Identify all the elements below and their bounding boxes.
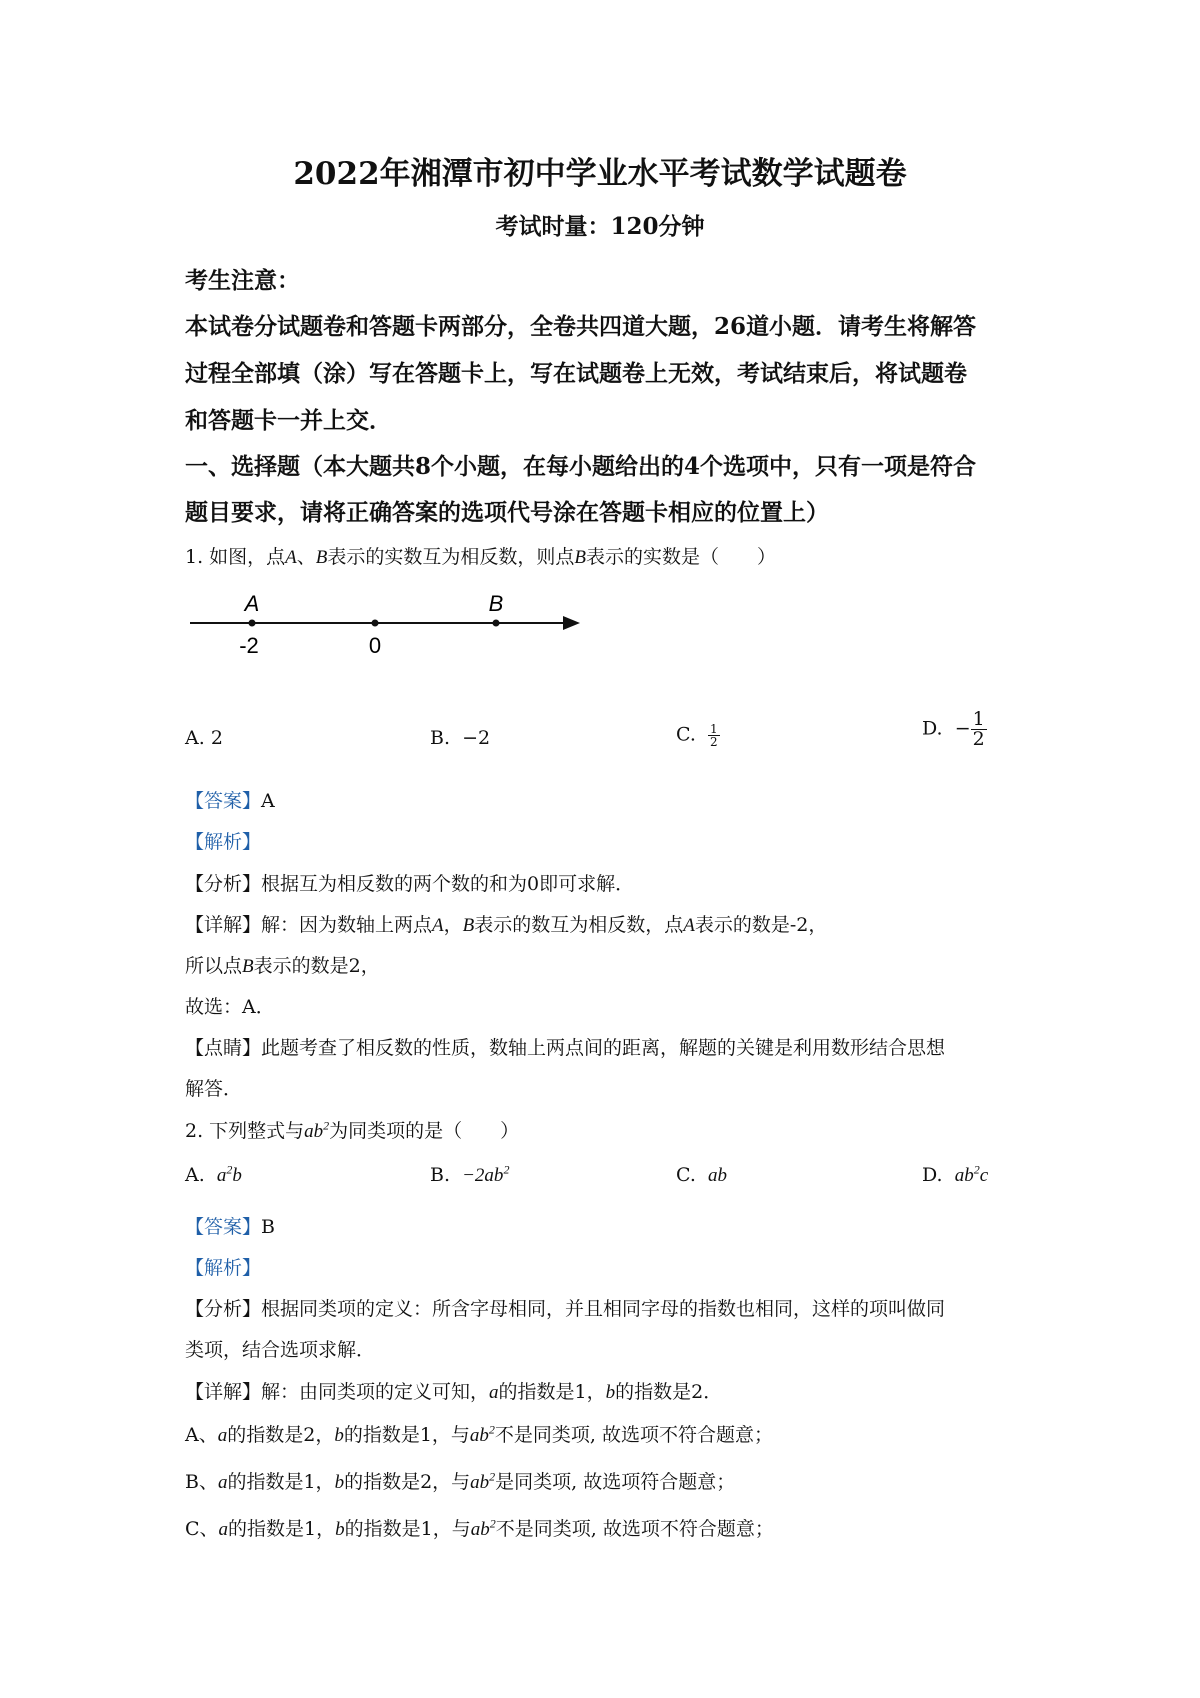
q2-option-b: B. $-2ab^2$ <box>430 1162 510 1186</box>
q2-option-d: D. $ab^2c$ <box>922 1162 989 1186</box>
notice-line-3: 和答题卡一并上交． <box>185 407 392 434</box>
page-title: 2022年湘潭市初中学业水平考试数学试题卷 <box>293 156 907 192</box>
point-b-label: B <box>488 591 504 616</box>
number-line-figure <box>185 585 585 665</box>
fraction-neg-one-half: $\frac{1}{2}$ <box>972 708 985 750</box>
section-heading-line-2: 题目要求，请将正确答案的选项代号涂在答题卡相应的位置上） <box>185 499 829 526</box>
q1-xiangjie: 【详解】解：因为数轴上两点A，B表示的数互为相反数，点A表示的数是-2， <box>185 914 828 936</box>
point-a-label: A <box>244 591 260 616</box>
q1-fenxi: 【分析】根据互为相反数的两个数的和为0即可求解． <box>185 873 635 895</box>
tick-label-0: 0 <box>368 633 382 658</box>
q2-xiangjie-option-a: A、a的指数是2，b的指数是1，与$ab^2$不是同类项, 故选项不符合题意； <box>185 1422 774 1446</box>
q2-option-c: C. ab <box>676 1164 727 1186</box>
point-b-dot <box>493 620 500 627</box>
q2-analysis-tag: 【解析】 <box>185 1257 262 1279</box>
q1-option-b: B. −2 <box>430 727 491 749</box>
q2-xiangjie-option-b: B、a的指数是1，b的指数是2，与$ab^2$是同类项, 故选项符合题意； <box>185 1469 736 1493</box>
q1-xiangjie-line-2: 所以点B表示的数是2， <box>185 955 380 977</box>
math-ab2: $ab^2$ <box>304 1118 330 1142</box>
section-heading-line-1: 一、选择题（本大题共8个小题，在每小题给出的4个选项中，只有一项是符合 <box>185 453 977 480</box>
q1-dianjing: 【点睛】此题考查了相反数的性质，数轴上两点间的距离，解题的关键是利用数形结合思想 <box>185 1037 946 1059</box>
math-a2b: $a^2b$ <box>216 1162 242 1186</box>
q2-fenxi-line-2: 类项，结合选项求解． <box>185 1339 376 1361</box>
q1-option-a: A. 2 <box>185 727 223 749</box>
fraction-one-half: $\frac{1}{2}$ <box>710 722 718 749</box>
math-neg2ab2: $-2ab^2$ <box>462 1162 510 1186</box>
q2-stem: 2. 下列整式与$ab^2$为同类项的是（ ） <box>185 1118 520 1142</box>
math-ab2c: $ab^2c$ <box>954 1162 989 1186</box>
q1-option-d: D. − $\frac{1}{2}$ <box>922 708 985 750</box>
arrow-right-icon <box>563 616 580 630</box>
notice-line-1: 本试卷分试题卷和答题卡两部分，全卷共四道大题，26道小题．请考生将解答 <box>185 313 977 340</box>
q1-dianjing-line-2: 解答． <box>185 1078 243 1100</box>
tick-label-neg2: -2 <box>239 633 259 658</box>
q1-answer: 【答案】A <box>185 790 275 812</box>
q2-option-a: A. $a^2b$ <box>185 1162 242 1186</box>
notice-line-2: 过程全部填（涂）写在答题卡上，写在试题卷上无效，考试结束后，将试题卷 <box>185 360 967 387</box>
q2-xiangjie: 【详解】解：由同类项的定义可知，a的指数是1，b的指数是2． <box>185 1381 723 1403</box>
q2-answer: 【答案】B <box>185 1216 275 1238</box>
notice-heading: 考生注意： <box>185 267 300 294</box>
origin-dot <box>372 620 379 627</box>
q2-fenxi: 【分析】根据同类项的定义：所含字母相同，并且相同字母的指数也相同，这样的项叫做同 <box>185 1298 946 1320</box>
point-a-dot <box>249 620 256 627</box>
q1-option-c: C. $\frac{1}{2}$ <box>676 722 718 749</box>
q2-xiangjie-option-c: C、a的指数是1，b的指数是1，与$ab^2$不是同类项, 故选项不符合题意； <box>185 1516 774 1540</box>
exam-duration: 考试时量：120分钟 <box>495 213 705 240</box>
q1-analysis-tag: 【解析】 <box>185 831 262 853</box>
q1-xiangjie-line-3: 故选：A． <box>185 996 275 1018</box>
math-ab: ab <box>708 1165 727 1186</box>
q1-stem: 1. 如图，点A、B表示的实数互为相反数，则点B表示的实数是（ ） <box>185 546 777 568</box>
